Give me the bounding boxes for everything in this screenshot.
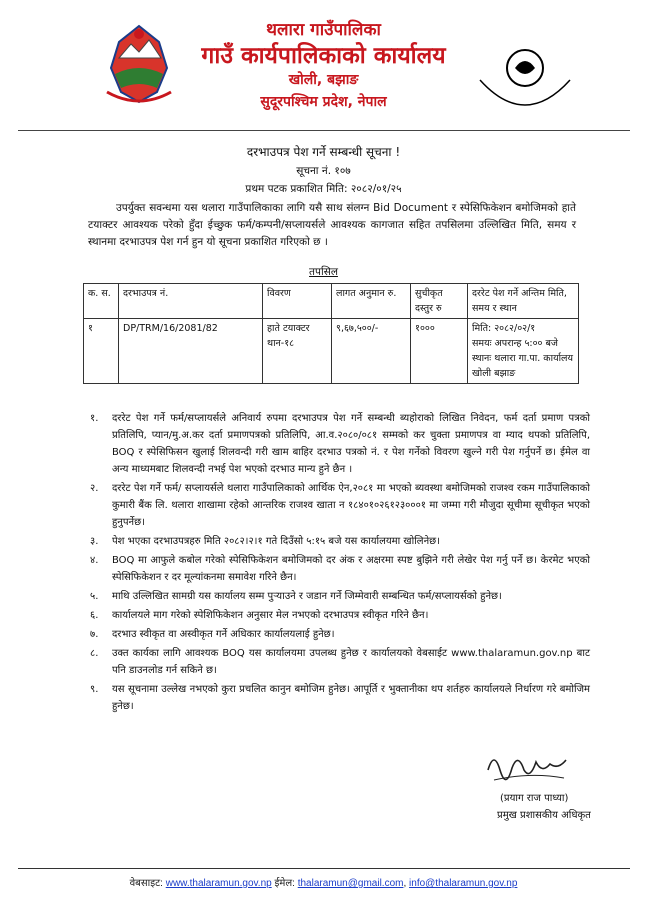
list-item-text: उक्त कार्यका लागि आवश्यक BOQ यस कार्यालयमा उपलब्ध हुनेछ र कार्यालयको वेबसाईट www.thalaramun.gov.np बाट पनि डाउनलोड गर्न सकिने छ। [112,648,590,676]
list-item [90,480,590,531]
cell-description: हाते टयाक्टर थान-१८ [263,319,332,384]
deadline-time: समयः अपरान्ह ५:०० बजे [472,338,558,349]
col-header-bid-no: दरभाउपत्र नं. [119,284,263,319]
list-item [90,552,590,586]
list-item [90,588,590,605]
bid-table [83,283,579,384]
col-header-estimate: लागत अनुमान रु. [332,284,411,319]
table-caption: तपसिल [309,266,338,278]
email-link-primary[interactable]: thalaramun@gmail.com [297,878,404,889]
list-item [90,626,590,643]
signatory-title: प्रमुख प्रशासकीय अधिकृत [497,810,591,821]
header-office-name: गाउँ कार्यपालिकाको कार्यालय [201,43,446,69]
list-item-number: १. [90,413,99,424]
notice-number: सूचना नं. १०७ [296,165,351,177]
cell-estimate: ९,६७,५००/- [332,319,411,384]
table-row [84,319,579,384]
signatory-name: (प्रयाग राज पाध्या) [500,793,569,804]
header-divider [18,130,630,131]
list-item-text: कार्यालयले माग गरेको स्पेशिफिकेशन अनुसार मेल नभएको दरभाउपत्र स्वीकृत गरिने छैन। [112,610,429,621]
col-header-sn: क. स. [84,284,119,319]
list-item-number: ६. [90,610,99,621]
header-location: खोली, बझाङ [288,72,359,88]
list-item [90,681,590,715]
list-item [90,645,590,679]
list-item-text: BOQ मा आफुले कबोल गरेको स्पेसिफिकेशन बमोजिमको दर अंक र अक्षरमा स्पष्ट बुझिने गरी लेखेर पेश गर्नु पर्ने छ। केरमेट भएको स्पेसिफिकेशन र दर मूल्यांकनमा समावेश गरिने छैन। [112,555,590,583]
cell-bid-no: DP/TRM/16/2081/82 [119,319,263,384]
notice-heading: दरभाउपत्र पेश गर्ने सम्बन्धी सूचना ! [246,145,401,159]
list-item-number: ३. [90,536,99,547]
list-item-text: पेश भएका दरभाउपत्रहरु मिति २०८२।२।१ गते दिउँसो ५:१५ बजे यस कार्यालयमा खोलिनेछ। [112,536,440,547]
list-item-number: ९. [90,684,99,695]
cell-sn: १ [84,319,119,384]
header-province: सुदूरपश्चिम प्रदेश, नेपाल [260,94,387,110]
col-header-deadline: दररेट पेश गर्ने अन्तिम मिति, समय र स्थान [468,284,579,319]
website-label: वेबसाइट: [129,878,163,889]
list-item-text: माथि उल्लिखित सामग्री यस कार्यालय सम्म पुऱ्याउने र जडान गर्ने जिम्मेवारी सम्बन्धित फर्म/सप्लायर्सको हुनेछ। [112,591,502,602]
list-item-text: दररेट पेश गर्ने फर्म/सप्लायर्सले अनिवार्य रुपमा दरभाउपत्र पेश गर्ने सम्बन्धी ब्यहोराको लिखित निवेदन, फर्म दर्ता प्रमाण पत्रको प्रतिलिपि, प्यान/मु.अ.कर दर्ता प्रमाणपत्रको प्रतिलिपि, आ.व.२०८०/०८१ सम्मको कर चुक्ता प्रमाणपत्र वा म्याद थपको प्रतिलिपि, BOQ र स्पेसिफिसन खुलाई शिलवन्दी गरी खाम बाहिर दरभाउ पत्रको नं. र पेश गर्नेको विवरण खुल्ने गरी पेश गर्नुपर्ने छ। ईमेल वा अन्य माध्यमबाट शिलवन्दी नभई पेश भएको दरभाउ मान्य हुने छैन । [112,413,590,475]
published-date: प्रथम पटक प्रकाशित मिति: २०८२/०१/२५ [245,183,402,195]
list-item [90,533,590,550]
list-item-text: दररेट पेश गर्ने फर्म/ सप्लायर्सले थलारा गाउँपालिकाको आर्थिक ऐन,२०८१ मा भएको ब्यवस्था बमोजिमको राजश्व रकम गाउँपालिकाको कुमारी बैंक लि. थलारा शाखामा रहेको आन्तरिक राजश्व खाता न १८४०१०२६१२३०००१ मा जम्मा गरी मौजुदा सूचीमा सूचीकृत भएको हुनुपर्नेछ। [112,483,590,528]
col-header-description: विवरण [263,284,332,319]
list-item [90,607,590,624]
list-item-text: दरभाउ स्वीकृत वा अस्वीकृत गर्ने अधिकार कार्यालयलाई हुनेछ। [112,629,335,640]
list-item [90,410,590,478]
intro-paragraph: उपर्युक्त सवन्धमा यस थलारा गाउँपालिकाका लागि यसै साथ संलग्न Bid Document र स्पेसिफिकेशन बमोजिमको हाते टयाक्टर आवश्यक परेको हुँदा ईच्छुक फर्म/कम्पनी/सप्लायर्सले आवश्यक कागजात सहित तपसिलमा उल्लिखित मिति, समय र स्थानमा दरभाउपत्र पेश गर्न हुन यो सूचना प्रकाशित गरिएको छ । [88,202,576,248]
list-item-number: ७. [90,629,99,640]
signature-image [480,740,570,790]
deadline-place: स्थानः थलारा गा.पा. कार्यालय खोली बझाङ [472,353,573,379]
cell-deadline [468,319,579,384]
list-item-number: २. [90,483,99,494]
list-item-number: ५. [90,591,99,602]
col-header-fee: सुचीकृत दस्तुर रु [411,284,468,319]
footer-divider [18,868,630,869]
cell-fee: १००० [411,319,468,384]
office-seal-icon [470,40,580,120]
deadline-date: मिति: २०८२/०२/१ [472,323,536,334]
header-municipality-name: थलारा गाउँपालिका [266,20,381,40]
email-link-info[interactable]: info@thalaramun.gov.np [409,878,518,889]
list-item-text: यस सूचनामा उल्लेख नभएको कुरा प्रचलित कानुन बमोजिम हुनेछ। आपूर्ति र भुक्तानीका थप शर्तहरु कार्यालयले निर्धारण गरे बमोजिम हुनेछ। [112,684,590,712]
email-separator: , [403,878,407,889]
list-item-number: ४. [90,555,99,566]
email-label: ईमेल: [274,878,295,889]
footer-contact [0,875,647,889]
table-header-row [84,284,579,319]
website-link[interactable]: www.thalaramun.gov.np [165,878,272,889]
conditions-list [90,410,590,717]
list-item-number: ८. [90,648,99,659]
